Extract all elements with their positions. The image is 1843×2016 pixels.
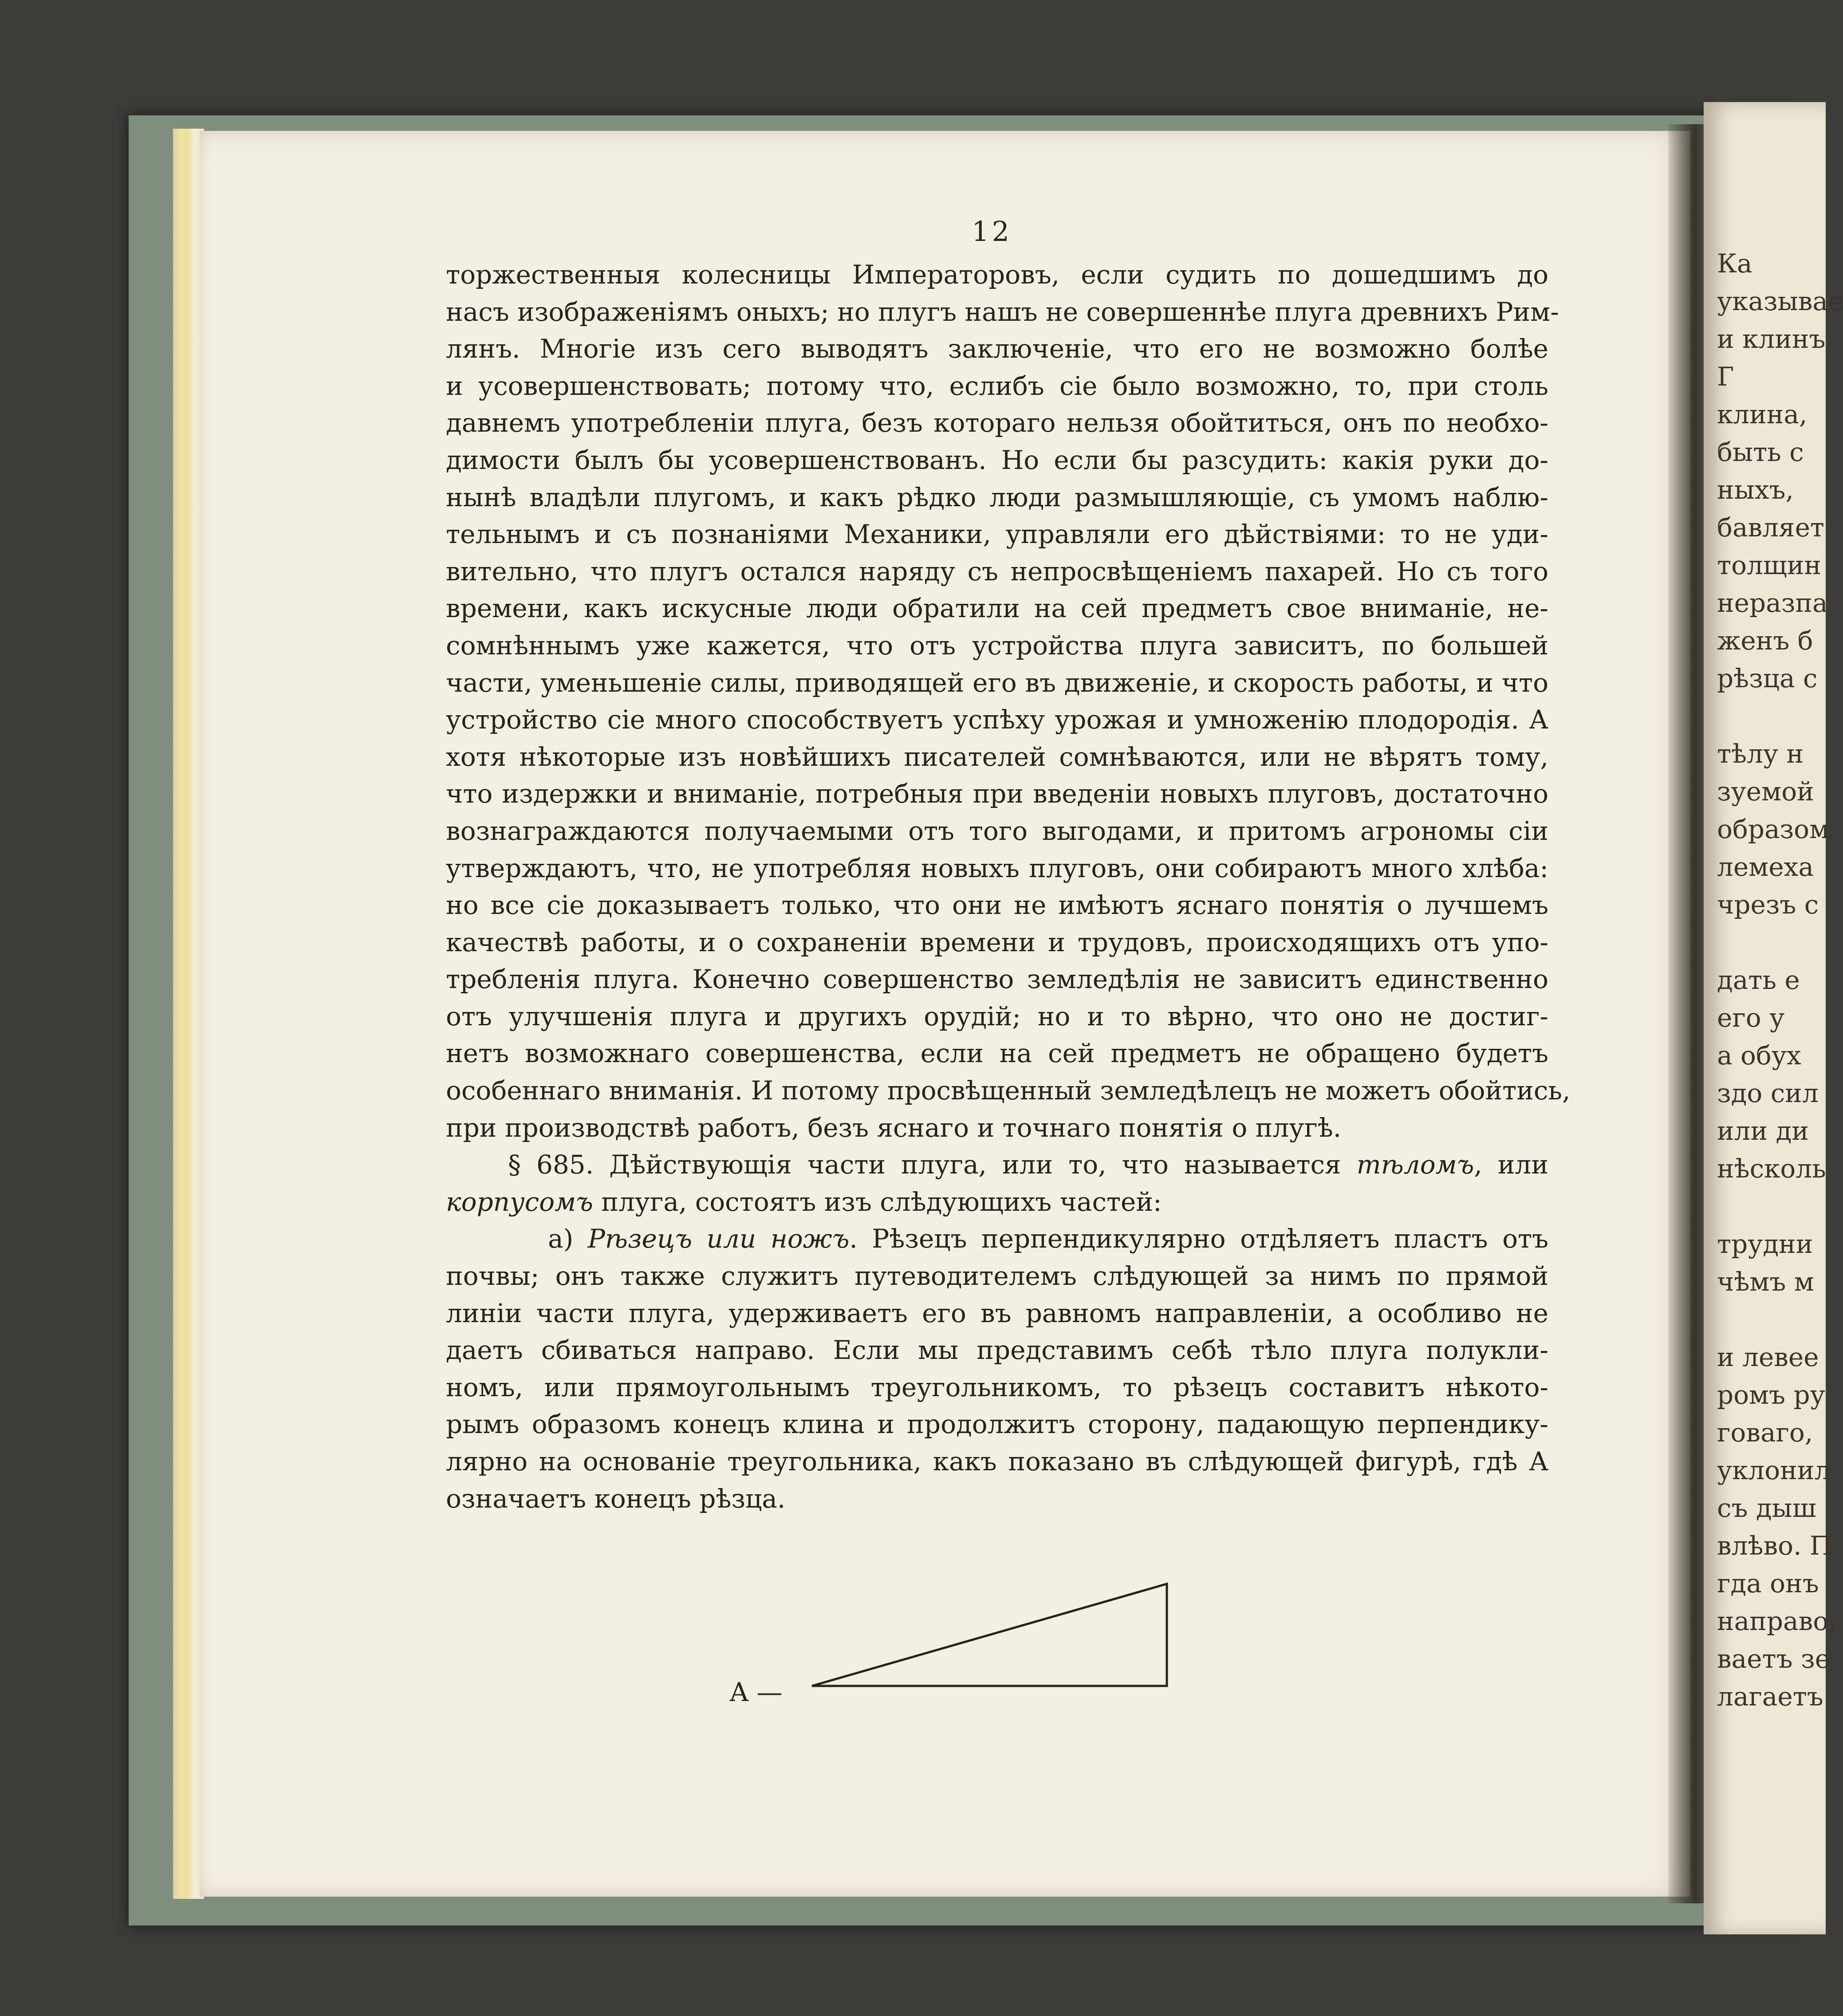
text-line: давнемъ употребленіи плуга, безъ котораго нельзя обойтиться, онъ по необхо- [446, 408, 1548, 438]
text-line: лянъ. Многіе изъ сего выводятъ заключеніе, что его не возможно болѣе [446, 334, 1548, 364]
next-page-fragment: нѣсколь [1717, 1154, 1826, 1184]
text-line [446, 1146, 1548, 1184]
next-page-fragment: лемеха [1717, 852, 1814, 882]
text-line: качествѣ работы, и о сохраненіи времени и трудовъ, происходящихъ отъ упо- [446, 927, 1548, 957]
text-line: димости былъ бы усовершенствованъ. Но если бы разсудить: какія руки до- [446, 445, 1548, 475]
italic-term: Рѣзецъ или ножъ [587, 1224, 850, 1254]
next-page-fragment: и левее [1717, 1342, 1819, 1372]
text-segment: § 685. Дѣйствующія части плуга, или то, что называется [508, 1150, 1357, 1180]
next-page-fragment: съ дыш [1717, 1493, 1816, 1523]
next-page-fragment: гда онъ [1717, 1568, 1819, 1599]
text-line: почвы; онъ также служитъ путеводителемъ слѣдующей за нимъ по прямой [446, 1261, 1548, 1292]
text-line: лярно на основаніе треугольника, какъ показано въ слѣдующей фигурѣ, гдѣ А [446, 1446, 1548, 1477]
text-line: отъ улучшенія плуга и другихъ орудій; но и то вѣрно, что оно не достиг- [446, 1001, 1548, 1032]
next-page-fragment: а обух [1717, 1040, 1801, 1071]
text-line: нетъ возможнаго совершенства, если на сей предметъ не обращено будетъ [446, 1038, 1548, 1069]
text-line: рымъ образомъ конецъ клина и продолжитъ сторону, падающую перпендику- [446, 1409, 1548, 1440]
text-line: особеннаго вниманія. И потому просвѣщенный земледѣлецъ не можетъ обойтись, [446, 1075, 1571, 1106]
text-line: вительно, что плугъ остался наряду съ непросвѣщеніемъ пахарей. Но съ того [446, 556, 1548, 587]
next-page-fragment: его у [1717, 1003, 1785, 1033]
next-page-fragment: неразпа [1717, 588, 1828, 618]
next-page-edge [1704, 102, 1843, 1934]
text-line: нынѣ владѣли плугомъ, и какъ рѣдко люди размышляющіе, съ умомъ наблю- [446, 482, 1548, 512]
next-page-fragment: лагаетъ [1717, 1681, 1823, 1712]
text-segment: a) [548, 1224, 588, 1254]
next-page-fragment: дать е [1717, 965, 1800, 995]
next-page-fragment: женъ б [1717, 626, 1813, 656]
page-number: 12 [972, 215, 1012, 248]
text-segment: . Рѣзецъ перпендикулярно отдѣляетъ пластъ отъ [849, 1224, 1548, 1254]
next-page-fragment: ныхъ, [1717, 475, 1794, 505]
next-page-fragment: рѣзца с [1717, 663, 1818, 693]
next-page-fragment: чрезъ с [1717, 890, 1819, 920]
text-line: вознаграждаются получаемыми отъ того выгодами, и притомъ агрономы сіи [446, 815, 1548, 846]
text-segment: , или [1474, 1150, 1548, 1180]
text-line: даетъ сбиваться направо. Если мы представимъ себѣ тѣло плуга полукли- [446, 1335, 1548, 1366]
text-line: торжественныя колесницы Императоровъ, если судить по дошедшимъ до [446, 260, 1548, 290]
next-page-fragment: Ка [1717, 248, 1752, 279]
next-page-fragment: указывае [1717, 286, 1843, 316]
next-page-fragment: или ди [1717, 1116, 1809, 1146]
text-line: хотя нѣкоторые изъ новѣйшихъ писателей сомнѣваются, или не вѣрятъ тому, [446, 741, 1548, 772]
text-line: тельнымъ и съ познаніями Механики, управляли его дѣйствіями: то не уди- [446, 519, 1548, 550]
figure-label-a: A — [730, 1677, 783, 1707]
next-page-fragment: клина, [1717, 399, 1808, 429]
text-line: сомнѣннымъ уже кажется, что отъ устройства плуга зависитъ, по большей [446, 630, 1548, 661]
text-line: номъ, или прямоугольнымъ треугольникомъ, то рѣзецъ составитъ нѣкото- [446, 1372, 1548, 1402]
next-page-fragment: Г [1717, 362, 1734, 392]
next-page-fragment: говаго, [1717, 1418, 1813, 1448]
text-line: устройство сіе много способствуетъ успѣху урожая и умноженію плодородія. А [446, 705, 1548, 735]
text-line: времени, какъ искусные люди обратили на сей предметъ свое вниманіе, не- [446, 593, 1548, 624]
text-line [446, 1221, 1548, 1258]
text-line: утверждаютъ, что, не употребляя новыхъ плуговъ, они собираютъ много хлѣба: [446, 853, 1548, 883]
next-page-fragment: быть с [1717, 437, 1804, 467]
next-page-fragment: здо сил [1717, 1078, 1819, 1108]
text-line: насъ изображеніямъ оныхъ; но плугъ нашъ не совершеннѣе плуга древнихъ Рим- [446, 296, 1559, 327]
text-line [446, 1184, 1548, 1221]
next-page-fragment: трудни [1717, 1229, 1813, 1259]
next-page-fragment: толщин [1717, 550, 1822, 580]
italic-term: тѣломъ [1356, 1150, 1474, 1180]
next-page-fragment: чѣмъ м [1717, 1267, 1814, 1297]
next-page-fragment: и клинъ [1717, 324, 1826, 354]
text-line: части, уменьшеніе силы, приводящей его въ движеніе, и скорость работы, и что [446, 667, 1548, 698]
text-line: и усовершенствовать; потому что, еслибъ сіе было возможно, то, при столь [446, 370, 1548, 401]
text-line: при производствѣ работъ, безъ яснаго и точнаго понятія о плугѣ. [446, 1112, 1342, 1143]
triangle-shape [812, 1584, 1167, 1686]
next-page-fragment: ромъ ру [1717, 1380, 1825, 1410]
italic-term: корпусомъ [446, 1186, 593, 1217]
next-page-fragment: бавляет [1717, 512, 1824, 543]
next-page-fragment: направо, [1717, 1606, 1837, 1636]
next-page-fragment: уклонил [1717, 1455, 1831, 1485]
text-segment: плуга, состоятъ изъ слѣдующихъ частей: [593, 1186, 1162, 1217]
text-line: но все сіе доказываетъ только, что они не имѣютъ яснаго понятія о лучшемъ [446, 890, 1548, 921]
next-page-fragment: зуемой [1717, 776, 1814, 807]
text-line: линіи части плуга, удерживаетъ его въ равномъ направленіи, а особливо не [446, 1298, 1548, 1328]
next-page-fragment: тѣлу н [1717, 739, 1804, 769]
page-text [446, 256, 1571, 1517]
text-line: что издержки и вниманіе, потребныя при введеніи новыхъ плуговъ, достаточно [446, 779, 1548, 809]
text-line: означаетъ конецъ рѣзца. [446, 1483, 786, 1514]
text-line: требленія плуга. Конечно совершенство земледѣлія не зависитъ единственно [446, 964, 1548, 995]
next-page-fragment: ваетъ зе [1717, 1644, 1830, 1674]
triangle-figure [719, 1579, 1180, 1704]
next-page-fragment: образом [1717, 814, 1830, 844]
next-page-fragment: влѣво. П [1717, 1531, 1832, 1561]
